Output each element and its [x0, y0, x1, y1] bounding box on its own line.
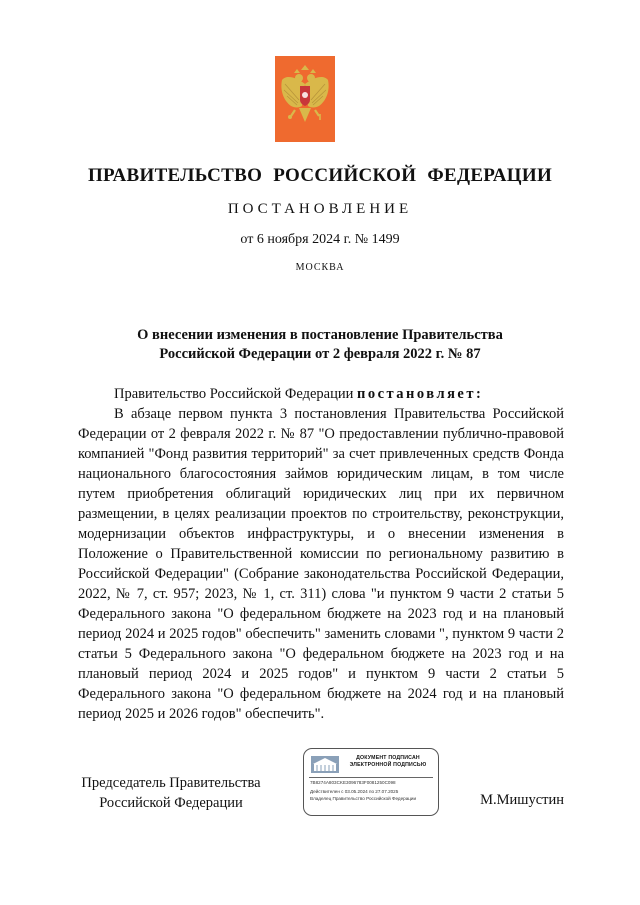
stamp-certificate-number: 7B8274A803CKE3096783F0081250C098: [310, 780, 396, 785]
stamp-heading-line-1: ДОКУМЕНТ ПОДПИСАН: [356, 755, 420, 761]
intro-keyword: постановляет:: [356, 386, 484, 402]
intro-text: Правительство Российской Федерации: [114, 386, 354, 402]
stamp-owner: Владелец Правительство Российской Федерации: [310, 796, 417, 801]
intro-line: [78, 384, 564, 404]
signatory-name: М.Мишустин: [480, 792, 564, 808]
document-subject: [0, 326, 640, 364]
government-title: ПРАВИТЕЛЬСТВО РОССИЙСКОЙ ФЕДЕРАЦИИ: [87, 165, 553, 186]
subject-line-1: О внесении изменения в постановление Правительства: [137, 327, 503, 343]
stamp-validity: Действителен с 03.05.2024 по 27.07.2025: [310, 789, 399, 794]
document-date-number: от 6 ноября 2024 г. № 1499: [240, 232, 400, 247]
stamp-heading: [342, 755, 434, 768]
signatory-title-line-2: Российской Федерации: [99, 795, 243, 811]
stamp-heading-line-2: ЭЛЕКТРОННОЙ ПОДПИСЬЮ: [349, 761, 427, 768]
document-city: МОСКВА: [295, 262, 345, 273]
document-type: ПОСТАНОВЛЕНИЕ: [227, 201, 413, 217]
coat-of-arms-icon: [275, 56, 335, 142]
signatory-title: [78, 773, 264, 813]
document-body: [78, 384, 564, 724]
building-icon: [311, 756, 339, 773]
electronic-signature-stamp: [303, 748, 439, 816]
main-paragraph: В абзаце первом пункта 3 постановления Правительства Российской Федерации от 2 февраля 2022 г. № 87 "О предоставлении публично-правовой компанией "Фонд развития территорий" за счет привлеченных средств Фонда национального благосостояния займов юридическим лицам, в том числе путем приобретения облигаций юридических лиц при их первичном размещении, в целях реализации проектов по строительству, реконструкции, модернизации объектов инфраструктуры, и о внесении изменения в Положение о Правительственной комиссии по региональному развитию в Российской Федерации" (Собрание законодательства Российской Федерации, 2022, № 7, ст. 957; 2023, № 1, ст. 311) слова "и пунктом 9 части 2 статьи 5 Федерального закона "О федеральном бюджете на 2023 год и на плановый период 2024 и 2025 годов" обеспечить" заменить словами ", пунктом 9 части 2 статьи 5 Федерального закона "О федеральном бюджете на 2023 год и на плановый период 2024 и 2025 годов" и пунктом 9 части 2 статьи 5 Федерального закона "О федеральном бюджете на 2024 год и на плановый период 2025 и 2026 годов" обеспечить".: [78, 406, 564, 722]
subject-line-2: Российской Федерации от 2 февраля 2022 г. № 87: [159, 346, 481, 362]
signatory-title-line-1: Председатель Правительства: [81, 775, 261, 791]
stamp-divider: [309, 777, 433, 778]
